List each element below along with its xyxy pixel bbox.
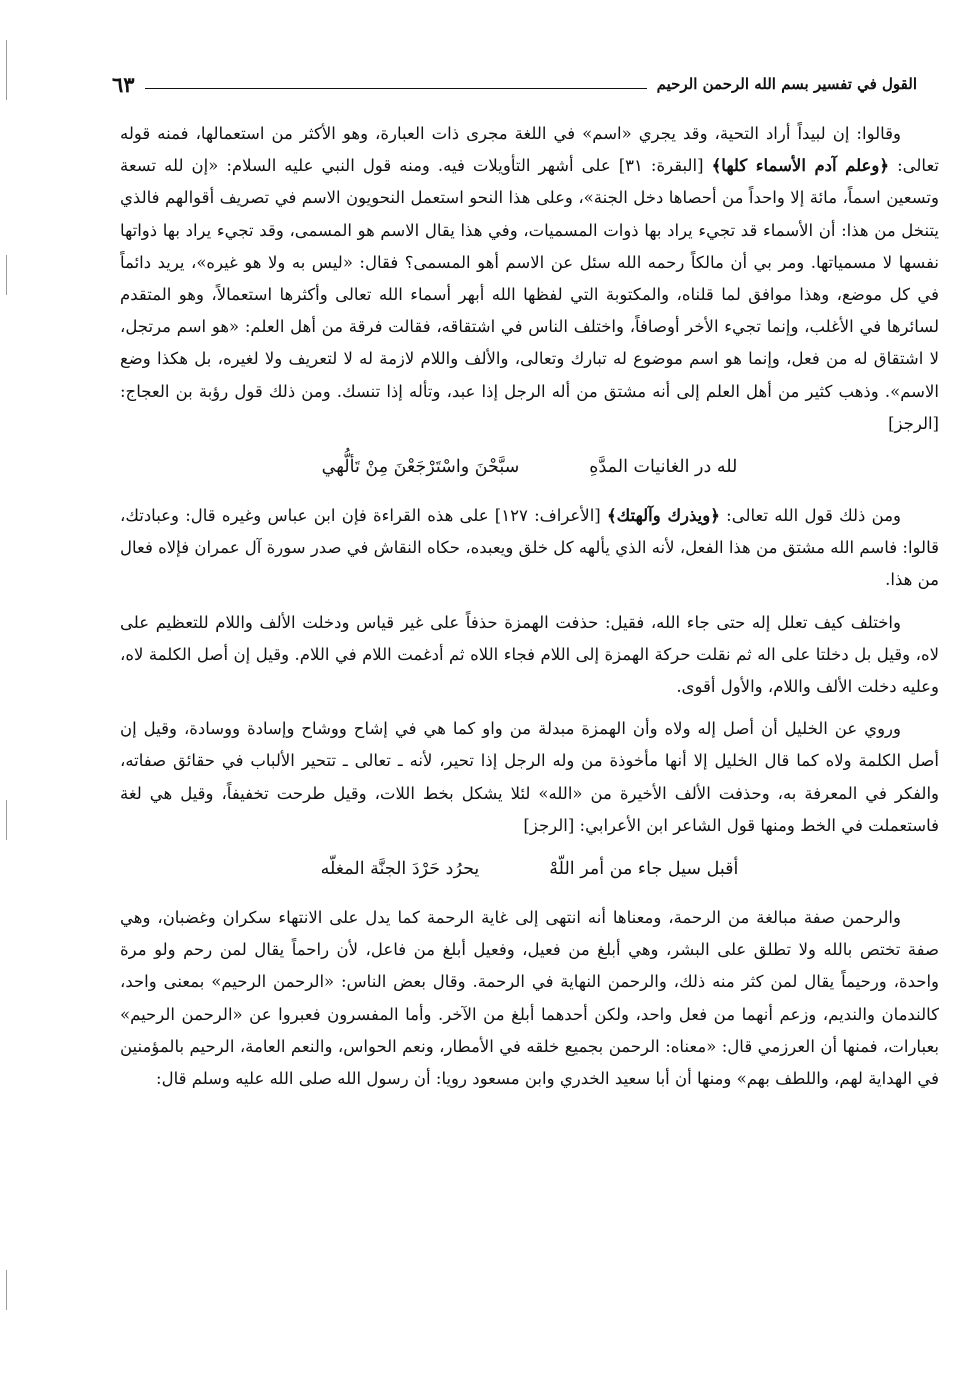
paragraph-text: ومن ذلك قول الله تعالى:	[726, 506, 901, 526]
paragraph: وروي عن الخليل أن أصل إله ولاه وأن الهمزة مبدلة من واو كما هي في إشاح ووشاح وإسادة ووسادة، وقيل إن أصل الكلمة ولاه كما قال الخليل إلا أنها مأخوذة من وله الرجل إذا تحير، لأنه ـ تعالى ـ تتحير الألباب في حقائق صفاته، والفكر في المعرفة به، وحذفت الألف الأخيرة من «الله» لئلا يشكل بخط اللات، وقيل طرحت تخفيفاً، وقيل هي لغة فاستعملت في الخط ومنها قول الشاعر ابن الأعرابي: [الرجز]	[120, 719, 939, 835]
verse-hemistich: يحرُد حَرْدَ الجنَّة المغلّه	[320, 859, 480, 880]
poetry-verse	[120, 450, 939, 484]
header-rule	[145, 88, 647, 89]
margin-mark	[6, 255, 7, 295]
paragraph	[120, 500, 939, 597]
body-text	[120, 118, 939, 1358]
margin-mark	[6, 800, 7, 840]
page-number: ٦٣	[112, 71, 135, 97]
quran-quote: ﴿ويذرك وآلهتك﴾	[606, 506, 720, 526]
paragraph-text: وقالوا: إن لبيداً أراد التحية، وقد يجري «اسم» في اللغة مجرى ذات العبارة، وهو الأكثر من استعمالها، فمنه قوله تعالى:	[120, 124, 939, 176]
poetry-verse	[120, 852, 939, 886]
margin-mark	[6, 1270, 7, 1310]
paragraph	[120, 118, 939, 440]
paragraph: والرحمن صفة مبالغة من الرحمة، ومعناها أنه انتهى إلى غاية الرحمة كما يدل على الانتهاء سكران وغضبان، وهي صفة تختص بالله ولا تطلق على البشر، وهي أبلغ من فعيل، وفعيل أبلغ من فاعل، لأن راحماً يقال لمن رحم ولو مرة واحدة، ورحيماً يقال لمن كثر منه ذلك، والرحمن النهاية في الرحمة. وقال بعض الناس: «الرحمن الرحيم» بمعنى واحد، كالندمان والنديم، وزعم أنهما من فعل واحد، ولكن أحدهما أبلغ من الآخر. وأما المفسرون فعبروا عن «الرحمن الرحيم» بعبارات، فمنها أن العرزمي قال: «معناه: الرحمن بجميع خلقه في الأمطار، ونعم الحواس، والنعم العامة، الرحيم بالمؤمنين في الهداية لهم، واللطف بهم» ومنها أن أبا سعيد الخدري وابن مسعود رويا: أن رسول الله صلى الله عليه وسلم قال:	[120, 908, 939, 1089]
verse-hemistich: سبَّحْنَ واسْتَرْجَعْنَ مِنْ تَألُّهي	[321, 457, 520, 478]
quran-quote: ﴿وعلم آدم الأسماء كلها﴾	[711, 156, 890, 176]
margin-mark	[6, 40, 7, 100]
paragraph-text: [البقرة: ٣١] على أشهر التأويلات فيه. ومنه قول النبي عليه السلام: «إن لله تسعة وتسعين اسماً، مائة إلا واحداً من أحصاها دخل الجنة»، وعلى هذا النحو استعمل النحويون الاسم في تصريف أقوالهم فالذي يتنخل من هذا: أن الأسماء قد تجيء يراد بها ذوات المسميات، وفي هذا يقال الاسم هو المسمى، وقد تجيء يراد بها ذواتها نفسها لا مسمياتها. ومر بي أن مالكاً رحمه الله سئل عن الاسم أهو المسمى؟ فقال: «ليس به ولا هو غيره»، يريد دائماً في كل موضع، وهذا موافق لما قلناه، والمكتوبة التي لفظها الله أبهر أسماء الله تعالى وأكثرها استعمالاً، وهو المتقدم لسائرها في الأغلب، وإنما تجيء الأخر أوصافاً، واختلف الناس في اشتقاقه، فقالت فرقة من أهل العلم: «هو اسم مرتجل، لا اشتقاق له من فعل، وإنما هو اسم موضوع له تبارك وتعالى، والألف واللام لازمة له لا لتعريف ولا لغيره، بل هكذا وضع الاسم». وذهب كثير من أهل العلم إلى أنه مشتق من أله الرجل إذا عبد، وتأله إذا تنسك. ومن ذلك قول رؤبة بن العجاج: [الرجز]	[120, 156, 939, 433]
paragraph-text: [الأعراف: ١٢٧] على هذه القراءة فإن ابن عباس وغيره قال: وعبادتك، قالوا: فاسم الله مشتق من هذا الفعل، لأنه الذي يألهه كل خلق ويعبده، حكاه النقاش في صدر سورة آل عمران فإلاه فعال من هذا.	[120, 506, 939, 590]
page-header	[112, 66, 917, 102]
verse-hemistich: لله در الغانيات المدَّهِ	[589, 457, 738, 478]
verse-hemistich: أقبل سيل جاء من أمر اللّهْ	[549, 859, 739, 880]
paragraph: واختلف كيف تعلل إله حتى جاء الله، فقيل: حذفت الهمزة حذفاً على غير قياس ودخلت الألف واللام للتعظيم على لاه، وقيل بل دخلتا على اله ثم نقلت حركة الهمزة إلى اللام فجاء اللاه ثم أدغمت اللام في اللام. وقيل إن أصل الكلمة لاه، وعليه دخلت الألف واللام، والأول أقوى.	[120, 612, 939, 697]
running-title: القول في تفسير بسم الله الرحمن الرحيم	[656, 75, 917, 93]
